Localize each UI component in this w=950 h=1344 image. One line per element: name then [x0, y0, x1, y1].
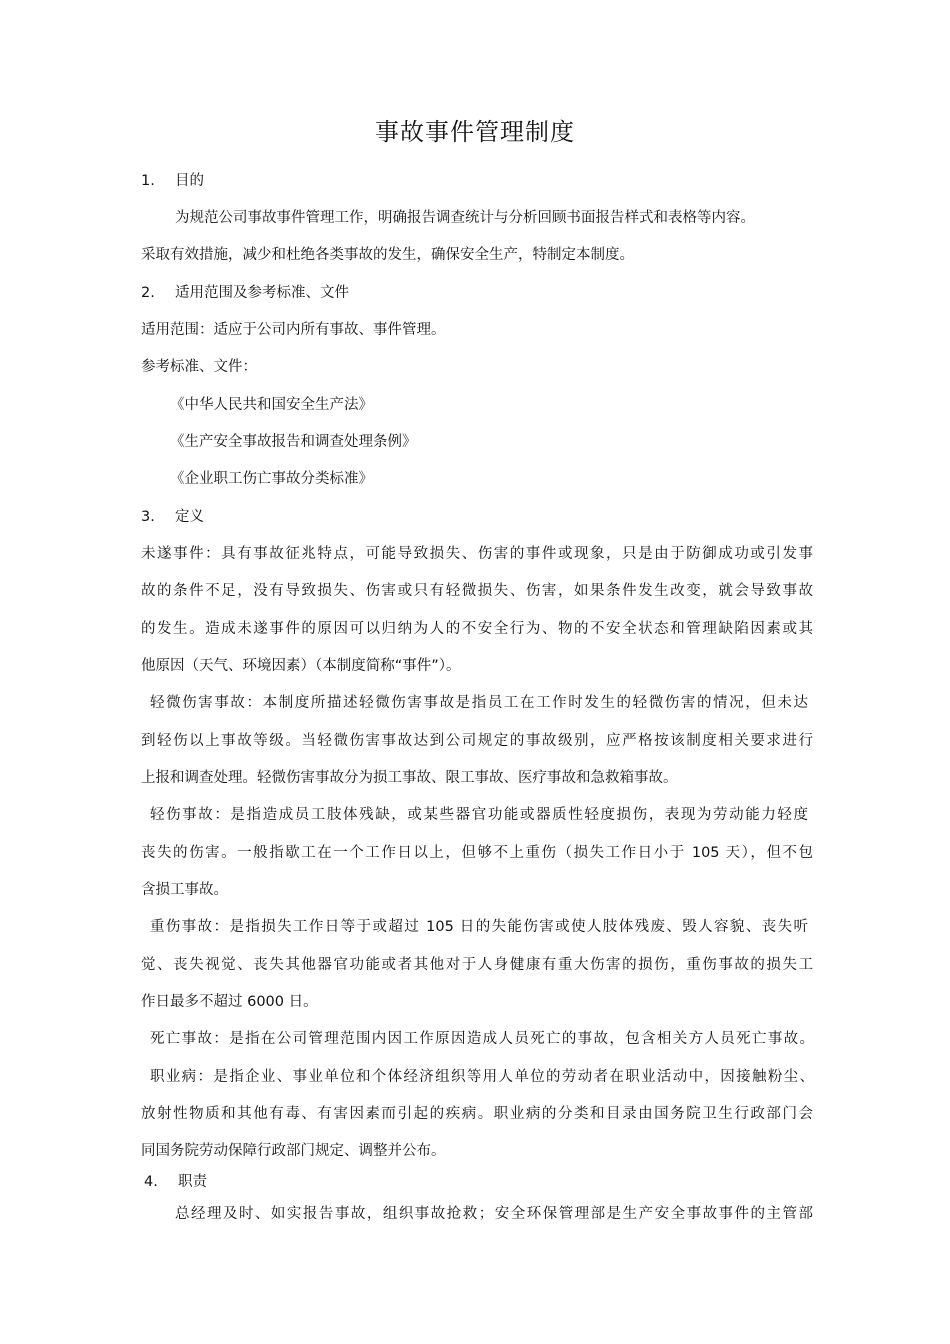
paragraph-line: 采取有效措施，减少和杜绝各类事故的发生，确保安全生产，特制定本制度。: [141, 247, 634, 263]
document-title: 事故事件管理制度: [375, 118, 575, 146]
section-heading-scope: [141, 282, 349, 304]
paragraph-line: 觉、丧失视觉、丧失其他器官功能或者其他对于人身健康有重大伤害的损伤，重伤事故的损失工: [141, 957, 813, 973]
paragraph-line: 为规范公司事故事件管理工作，明确报告调查统计与分析回顾书面报告样式和表格等内容。: [175, 210, 755, 226]
paragraph-line: 总经理及时、如实报告事故，组织事故抢救；安全环保管理部是生产安全事故事件的主管部: [175, 1206, 813, 1222]
paragraph-line: 故的条件不足，没有导致损失、伤害或只有轻微损失、伤害，如果条件发生改变，就会导致事故: [141, 583, 813, 599]
paragraph-line: 到轻伤以上事故等级。当轻微伤害事故达到公司规定的事故级别，应严格按该制度相关要求进行: [141, 733, 813, 749]
section-title: 目的: [175, 173, 204, 189]
paragraph-line: 同国务院劳动保障行政部门规定、调整并公布。: [141, 1143, 446, 1159]
paragraph-line: 的发生。造成未遂事件的原因可以归纳为人的不安全行为、物的不安全状态和管理缺陷因素或其: [141, 621, 813, 637]
paragraph-line: 作日最多不超过 6000 日。: [141, 994, 318, 1010]
section-heading-purpose: [141, 170, 204, 192]
section-title: 适用范围及参考标准、文件: [175, 285, 349, 301]
section-number: 4.: [144, 1174, 158, 1190]
reference-item: 《中华人民共和国安全生产法》: [170, 397, 373, 413]
paragraph-line: 轻微伤害事故：本制度所描述轻微伤害事故是指员工在工作时发生的轻微伤害的情况，但未达: [150, 695, 808, 711]
section-title: 定义: [175, 509, 204, 525]
section-heading-definitions: [141, 506, 204, 528]
paragraph-line: 重伤事故：是指损失工作日等于或超过 105 日的失能伤害或使人肢体残废、毁人容貌、丧失听: [150, 919, 808, 935]
paragraph-line: 他原因（天气、环境因素）（本制度简称“事件”）。: [141, 658, 461, 674]
section-heading-responsibilities: [144, 1171, 207, 1193]
paragraph-line: 放射性物质和其他有毒、有害因素而引起的疾病。职业病的分类和目录由国务院卫生行政部门会: [141, 1106, 813, 1122]
section-number: 2.: [141, 285, 155, 301]
section-number: 1.: [141, 173, 155, 189]
paragraph-line: 未遂事件：具有事故征兆特点，可能导致损失、伤害的事件或现象，只是由于防御成功或引发事: [141, 546, 813, 562]
paragraph-line: 死亡事故：是指在公司管理范围内因工作原因造成人员死亡的事故，包含相关方人员死亡事故。: [150, 1031, 814, 1047]
paragraph-line: 参考标准、文件：: [141, 359, 257, 375]
reference-item: 《生产安全事故报告和调查处理条例》: [170, 434, 417, 450]
paragraph-line: 轻伤事故：是指造成员工肢体残缺，或某些器官功能或器质性轻度损伤，表现为劳动能力轻度: [150, 807, 808, 823]
section-number: 3.: [141, 509, 155, 525]
paragraph-line: 职业病：是指企业、事业单位和个体经济组织等用人单位的劳动者在职业活动中，因接触粉尘、: [150, 1069, 814, 1085]
paragraph-line: 上报和调查处理。轻微伤害事故分为损工事故、限工事故、医疗事故和急救箱事故。: [141, 770, 678, 786]
paragraph-line: 适用范围：适应于公司内所有事故、事件管理。: [141, 322, 446, 338]
paragraph-line: 丧失的伤害。一般指歇工在一个工作日以上，但够不上重伤（损失工作日小于 105 天），但不包: [141, 845, 813, 861]
section-title: 职责: [178, 1174, 207, 1190]
reference-item: 《企业职工伤亡事故分类标准》: [170, 471, 373, 487]
paragraph-line: 含损工事故。: [141, 882, 228, 898]
